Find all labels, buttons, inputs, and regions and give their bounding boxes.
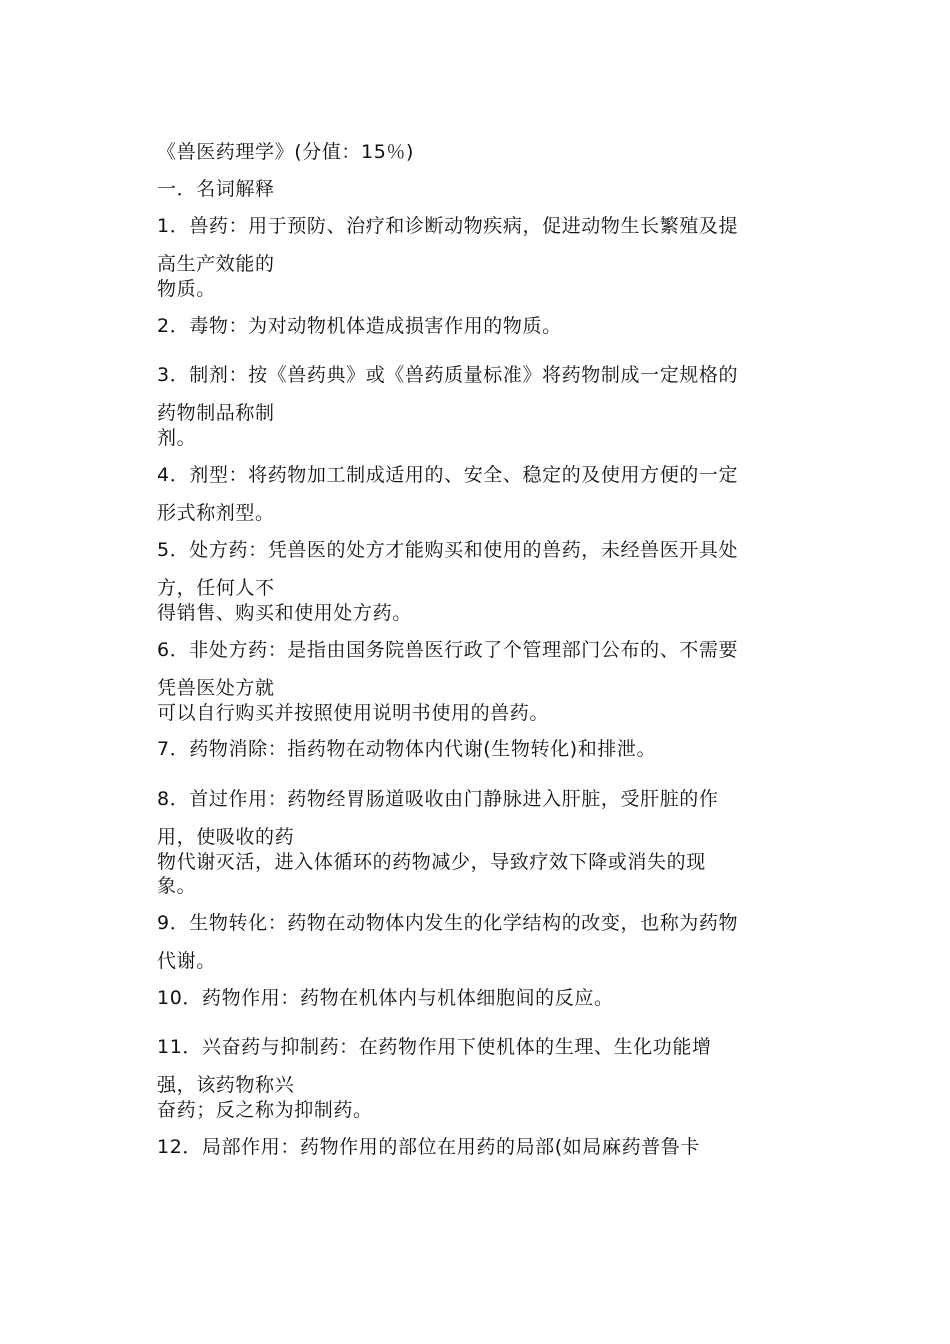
text-line: 3．制剂：按《兽药典》或《兽药质量标准》将药物制成一定规格的	[157, 364, 739, 386]
document-title: 《兽医药理学》(分值：15％)	[157, 141, 415, 163]
text-line: 象。	[157, 875, 197, 897]
text-line: 奋药；反之称为抑制药。	[157, 1099, 373, 1121]
text-line: 1．兽药：用于预防、治疗和诊断动物疾病，促进动物生长繁殖及提	[157, 215, 739, 237]
text-line: 8．首过作用：药物经胃肠道吸收由门静脉进入肝脏，受肝脏的作	[157, 788, 719, 810]
text-line: 得销售、购买和使用处方药。	[157, 602, 412, 624]
text-line: 凭兽医处方就	[157, 677, 275, 699]
text-line: 剂。	[157, 427, 197, 449]
text-line: 代谢。	[157, 950, 216, 972]
text-line: 9．生物转化：药物在动物体内发生的化学结构的改变，也称为药物	[157, 912, 739, 934]
text-line: 用，使吸收的药	[157, 826, 295, 848]
text-line: 11．兴奋药与抑制药：在药物作用下使机体的生理、生化功能增	[157, 1036, 712, 1058]
text-line: 强，该药物称兴	[157, 1074, 295, 1096]
text-line: 可以自行购买并按照使用说明书使用的兽药。	[157, 702, 550, 724]
text-line: 形式称剂型。	[157, 502, 275, 524]
text-line: 2．毒物：为对动物机体造成损害作用的物质。	[157, 315, 562, 337]
text-line: 12．局部作用：药物作用的部位在用药的局部(如局麻药普鲁卡	[157, 1136, 700, 1158]
text-line: 10．药物作用：药物在机体内与机体细胞间的反应。	[157, 987, 614, 1009]
text-line: 5．处方药：凭兽医的处方才能购买和使用的兽药，未经兽医开具处	[157, 539, 739, 561]
text-line: 6．非处方药：是指由国务院兽医行政了个管理部门公布的、不需要	[157, 639, 739, 661]
section-heading: 一．名词解释	[157, 178, 275, 200]
text-line: 高生产效能的	[157, 253, 275, 275]
text-line: 4．剂型：将药物加工制成适用的、安全、稳定的及使用方便的一定	[157, 464, 739, 486]
text-line: 物质。	[157, 278, 216, 300]
text-line: 物代谢灭活，进入体循环的药物减少，导致疗效下降或消失的现	[157, 851, 706, 873]
text-line: 药物制品称制	[157, 402, 275, 424]
text-line: 方，任何人不	[157, 577, 275, 599]
text-line: 7．药物消除：指药物在动物体内代谢(生物转化)和排泄。	[157, 738, 657, 760]
